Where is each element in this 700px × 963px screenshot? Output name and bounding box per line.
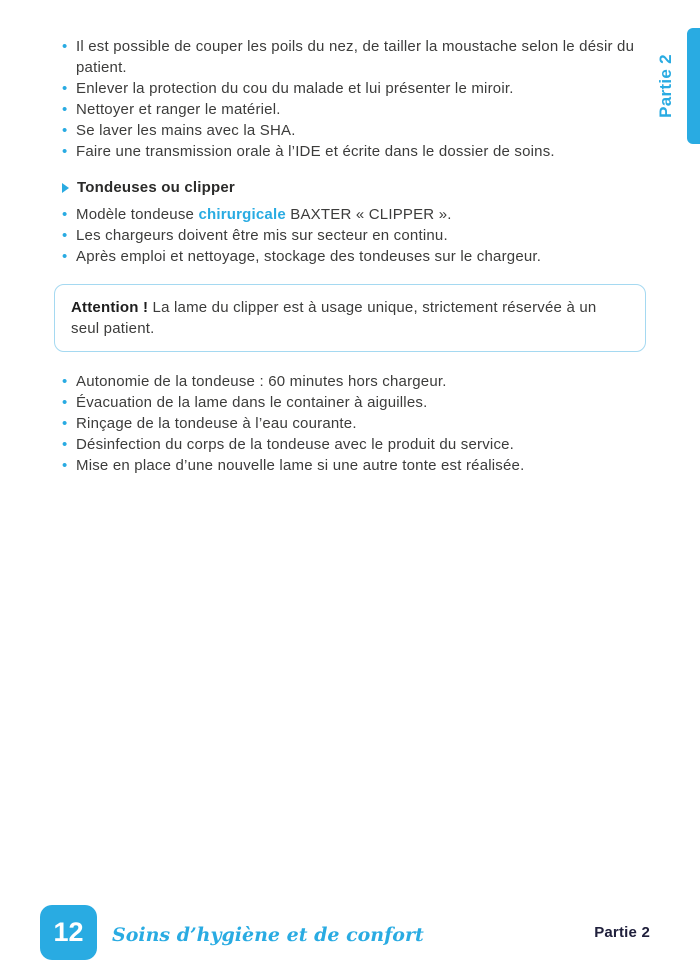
list-item: • Rinçage de la tondeuse à l’eau courante. <box>62 413 646 434</box>
attention-box <box>54 284 646 352</box>
text-run: BAXTER « CLIPPER ». <box>285 206 452 223</box>
side-tab-label <box>655 30 677 142</box>
triangle-marker-icon <box>62 183 69 193</box>
list-item: • Évacuation de la lame dans le container à aiguilles. <box>62 392 646 413</box>
list-item: • Autonomie de la tondeuse : 60 minutes hors chargeur. <box>62 371 646 392</box>
maintenance-bullet-list <box>62 371 646 476</box>
attention-text: La lame du clipper est à usage unique, strictement réservée à un seul patient. <box>71 299 597 337</box>
chapter-title: Soins d’hygiène et de confort <box>112 924 424 946</box>
side-tab-bar <box>687 28 700 144</box>
list-item: • Nettoyer et ranger le matériel. <box>62 99 646 120</box>
side-tab-text: Partie 2 <box>656 54 676 118</box>
list-item: • Les chargeurs doivent être mis sur secteur en continu. <box>62 225 646 246</box>
list-item: • Mise en place d’une nouvelle lame si une autre tonte est réalisée. <box>62 455 646 476</box>
attention-title: Attention ! <box>71 299 149 316</box>
list-item: • Se laver les mains avec la SHA. <box>62 120 646 141</box>
page-content <box>62 36 646 476</box>
list-item: • Enlever la protection du cou du malade et lui présenter le miroir. <box>62 78 646 99</box>
intro-bullet-list <box>62 36 646 162</box>
list-item: • Faire une transmission orale à l’IDE et écrite dans le dossier de soins. <box>62 141 646 162</box>
section-heading <box>62 177 646 198</box>
section-heading-label: Tondeuses ou clipper <box>77 179 235 196</box>
footer-part-label: Partie 2 <box>594 924 650 941</box>
list-item: • Il est possible de couper les poils du nez, de tailler la moustache selon le désir du patient. <box>62 36 646 78</box>
highlighted-text: chirurgicale <box>198 206 286 223</box>
text-run: Modèle tondeuse <box>76 206 199 223</box>
page-number-badge <box>40 905 97 960</box>
page-number: 12 <box>53 917 84 947</box>
list-item <box>62 204 646 225</box>
clipper-bullet-list <box>62 204 646 267</box>
list-item: • Désinfection du corps de la tondeuse avec le produit du service. <box>62 434 646 455</box>
list-item: • Après emploi et nettoyage, stockage des tondeuses sur le chargeur. <box>62 246 646 267</box>
